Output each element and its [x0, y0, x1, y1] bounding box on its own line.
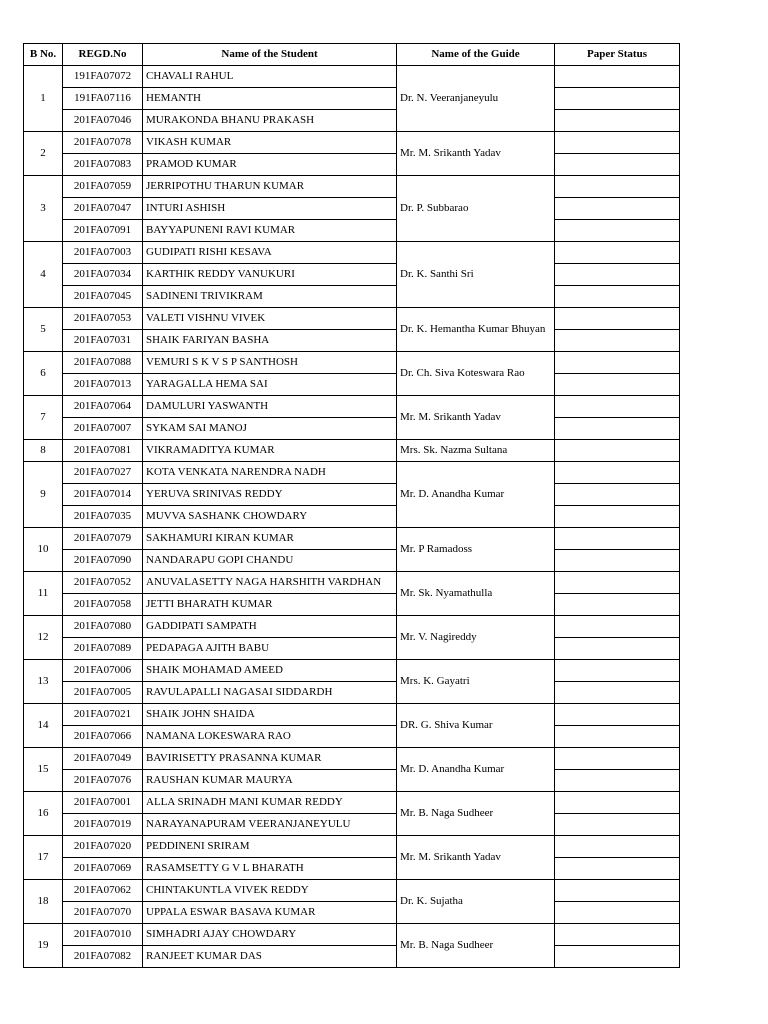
table-row — [24, 836, 680, 858]
batch-number: 2 — [24, 132, 63, 176]
guide-name: Mr. M. Srikanth Yadav — [397, 396, 555, 440]
batch-number: 11 — [24, 572, 63, 616]
table-body — [24, 66, 680, 968]
regd-number: 201FA07027 — [63, 462, 143, 484]
batch-number: 10 — [24, 528, 63, 572]
regd-number: 201FA07091 — [63, 220, 143, 242]
student-name: PEDDINENI SRIRAM — [143, 836, 397, 858]
guide-name: Mr. B. Naga Sudheer — [397, 924, 555, 968]
student-name: SHAIK FARIYAN BASHA — [143, 330, 397, 352]
guide-name: Mr. V. Nagireddy — [397, 616, 555, 660]
batch-number: 1 — [24, 66, 63, 132]
paper-status-cell[interactable] — [555, 308, 680, 330]
table-row — [24, 902, 680, 924]
regd-number: 201FA07019 — [63, 814, 143, 836]
guide-name: Mr. B. Naga Sudheer — [397, 792, 555, 836]
regd-number: 201FA07005 — [63, 682, 143, 704]
student-name: BAVIRISETTY PRASANNA KUMAR — [143, 748, 397, 770]
regd-number: 201FA07089 — [63, 638, 143, 660]
paper-status-cell[interactable] — [555, 330, 680, 352]
student-name: KOTA VENKATA NARENDRA NADH — [143, 462, 397, 484]
paper-status-cell[interactable] — [555, 682, 680, 704]
table-row — [24, 330, 680, 352]
guide-name: Mr. P Ramadoss — [397, 528, 555, 572]
paper-status-cell[interactable] — [555, 858, 680, 880]
paper-status-cell[interactable] — [555, 528, 680, 550]
student-name: ANUVALASETTY NAGA HARSHITH VARDHAN — [143, 572, 397, 594]
table-row — [24, 924, 680, 946]
paper-status-cell[interactable] — [555, 902, 680, 924]
paper-status-cell[interactable] — [555, 550, 680, 572]
table-row — [24, 374, 680, 396]
regd-number: 201FA07020 — [63, 836, 143, 858]
table-row — [24, 308, 680, 330]
table-row — [24, 132, 680, 154]
regd-number: 201FA07059 — [63, 176, 143, 198]
regd-number: 201FA07078 — [63, 132, 143, 154]
table-row — [24, 770, 680, 792]
regd-number: 201FA07034 — [63, 264, 143, 286]
student-name: SAKHAMURI KIRAN KUMAR — [143, 528, 397, 550]
header-bno: B No. — [24, 44, 63, 66]
batch-number: 16 — [24, 792, 63, 836]
table-row — [24, 286, 680, 308]
regd-number: 201FA07052 — [63, 572, 143, 594]
batch-number: 14 — [24, 704, 63, 748]
paper-status-cell[interactable] — [555, 726, 680, 748]
table-row — [24, 572, 680, 594]
table-row — [24, 616, 680, 638]
student-name: YERUVA SRINIVAS REDDY — [143, 484, 397, 506]
student-name: RAUSHAN KUMAR MAURYA — [143, 770, 397, 792]
regd-number: 201FA07083 — [63, 154, 143, 176]
regd-number: 201FA07070 — [63, 902, 143, 924]
table-row — [24, 198, 680, 220]
table-row — [24, 748, 680, 770]
header-status: Paper Status — [555, 44, 680, 66]
student-name: RASAMSETTY G V L BHARATH — [143, 858, 397, 880]
paper-status-cell[interactable] — [555, 616, 680, 638]
paper-status-cell[interactable] — [555, 836, 680, 858]
table-row — [24, 154, 680, 176]
regd-number: 201FA07053 — [63, 308, 143, 330]
paper-status-cell[interactable] — [555, 660, 680, 682]
student-name: DAMULURI YASWANTH — [143, 396, 397, 418]
table-row — [24, 396, 680, 418]
regd-number: 201FA07058 — [63, 594, 143, 616]
batch-number: 8 — [24, 440, 63, 462]
paper-status-cell[interactable] — [555, 638, 680, 660]
guide-name: Dr. K. Santhi Sri — [397, 242, 555, 308]
guide-name: Dr. K. Sujatha — [397, 880, 555, 924]
regd-number: 201FA07021 — [63, 704, 143, 726]
paper-status-cell[interactable] — [555, 132, 680, 154]
paper-status-cell[interactable] — [555, 220, 680, 242]
student-name: MUVVA SASHANK CHOWDARY — [143, 506, 397, 528]
table-row — [24, 506, 680, 528]
table-row — [24, 814, 680, 836]
paper-status-cell[interactable] — [555, 506, 680, 528]
paper-status-cell[interactable] — [555, 176, 680, 198]
student-name: INTURI ASHISH — [143, 198, 397, 220]
student-name: JERRIPOTHU THARUN KUMAR — [143, 176, 397, 198]
paper-status-cell[interactable] — [555, 770, 680, 792]
table-row — [24, 264, 680, 286]
paper-status-cell[interactable] — [555, 814, 680, 836]
regd-number: 191FA07072 — [63, 66, 143, 88]
table-row — [24, 88, 680, 110]
student-name: VIKASH KUMAR — [143, 132, 397, 154]
student-name: JETTI BHARATH KUMAR — [143, 594, 397, 616]
student-name: SHAIK JOHN SHAIDA — [143, 704, 397, 726]
regd-number: 201FA07082 — [63, 946, 143, 968]
header-student: Name of the Student — [143, 44, 397, 66]
header-row — [24, 44, 680, 66]
batch-number: 18 — [24, 880, 63, 924]
table-row — [24, 220, 680, 242]
guide-name: Mr. M. Srikanth Yadav — [397, 836, 555, 880]
regd-number: 201FA07081 — [63, 440, 143, 462]
table-row — [24, 594, 680, 616]
table-row — [24, 660, 680, 682]
student-name: GUDIPATI RISHI KESAVA — [143, 242, 397, 264]
batch-number: 9 — [24, 462, 63, 528]
guide-name: Dr. K. Hemantha Kumar Bhuyan — [397, 308, 555, 352]
table-row — [24, 110, 680, 132]
paper-status-cell[interactable] — [555, 396, 680, 418]
student-name: PEDAPAGA AJITH BABU — [143, 638, 397, 660]
student-name: SHAIK MOHAMAD AMEED — [143, 660, 397, 682]
student-name: YARAGALLA HEMA SAI — [143, 374, 397, 396]
batch-number: 3 — [24, 176, 63, 242]
guide-name: Mr. D. Anandha Kumar — [397, 748, 555, 792]
student-name: ALLA SRINADH MANI KUMAR REDDY — [143, 792, 397, 814]
guide-name: Mrs. K. Gayatri — [397, 660, 555, 704]
regd-number: 191FA07116 — [63, 88, 143, 110]
regd-number: 201FA07066 — [63, 726, 143, 748]
student-name: UPPALA ESWAR BASAVA KUMAR — [143, 902, 397, 924]
student-name: BAYYAPUNENI RAVI KUMAR — [143, 220, 397, 242]
paper-status-cell[interactable] — [555, 594, 680, 616]
table-row — [24, 550, 680, 572]
table-row — [24, 176, 680, 198]
table-row — [24, 440, 680, 462]
table-row — [24, 66, 680, 88]
regd-number: 201FA07047 — [63, 198, 143, 220]
batch-number: 15 — [24, 748, 63, 792]
paper-status-cell[interactable] — [555, 418, 680, 440]
paper-status-cell[interactable] — [555, 704, 680, 726]
student-name: KARTHIK REDDY VANUKURI — [143, 264, 397, 286]
batch-number: 13 — [24, 660, 63, 704]
regd-number: 201FA07080 — [63, 616, 143, 638]
paper-status-cell[interactable] — [555, 242, 680, 264]
student-name: VEMURI S K V S P SANTHOSH — [143, 352, 397, 374]
table-row — [24, 352, 680, 374]
regd-number: 201FA07045 — [63, 286, 143, 308]
paper-status-cell[interactable] — [555, 440, 680, 462]
paper-status-cell[interactable] — [555, 572, 680, 594]
student-name: VALETI VISHNU VIVEK — [143, 308, 397, 330]
regd-number: 201FA07064 — [63, 396, 143, 418]
student-name: SADINENI TRIVIKRAM — [143, 286, 397, 308]
table-row — [24, 462, 680, 484]
table-row — [24, 726, 680, 748]
batch-number: 6 — [24, 352, 63, 396]
paper-status-cell[interactable] — [555, 198, 680, 220]
paper-status-cell[interactable] — [555, 748, 680, 770]
guide-name: Dr. Ch. Siva Koteswara Rao — [397, 352, 555, 396]
student-name: VIKRAMADITYA KUMAR — [143, 440, 397, 462]
regd-number: 201FA07035 — [63, 506, 143, 528]
batch-number: 7 — [24, 396, 63, 440]
student-name: PRAMOD KUMAR — [143, 154, 397, 176]
student-name: RANJEET KUMAR DAS — [143, 946, 397, 968]
student-name: GADDIPATI SAMPATH — [143, 616, 397, 638]
batch-number: 5 — [24, 308, 63, 352]
student-name: SYKAM SAI MANOJ — [143, 418, 397, 440]
batch-number: 19 — [24, 924, 63, 968]
regd-number: 201FA07007 — [63, 418, 143, 440]
header-regd: REGD.No — [63, 44, 143, 66]
paper-status-cell[interactable] — [555, 924, 680, 946]
paper-status-cell[interactable] — [555, 110, 680, 132]
regd-number: 201FA07076 — [63, 770, 143, 792]
regd-number: 201FA07013 — [63, 374, 143, 396]
regd-number: 201FA07003 — [63, 242, 143, 264]
guide-name: Mr. D. Anandha Kumar — [397, 462, 555, 528]
paper-status-cell[interactable] — [555, 352, 680, 374]
table-row — [24, 792, 680, 814]
regd-number: 201FA07049 — [63, 748, 143, 770]
regd-number: 201FA07010 — [63, 924, 143, 946]
paper-status-cell[interactable] — [555, 374, 680, 396]
student-name: NARAYANAPURAM VEERANJANEYULU — [143, 814, 397, 836]
table-row — [24, 418, 680, 440]
table-row — [24, 880, 680, 902]
guide-name: Mrs. Sk. Nazma Sultana — [397, 440, 555, 462]
guide-name: Mr. M. Srikanth Yadav — [397, 132, 555, 176]
paper-status-cell[interactable] — [555, 154, 680, 176]
paper-status-cell[interactable] — [555, 880, 680, 902]
batch-number: 4 — [24, 242, 63, 308]
regd-number: 201FA07031 — [63, 330, 143, 352]
table-row — [24, 528, 680, 550]
batch-number: 17 — [24, 836, 63, 880]
regd-number: 201FA07088 — [63, 352, 143, 374]
paper-status-cell[interactable] — [555, 286, 680, 308]
guide-name: Dr. P. Subbarao — [397, 176, 555, 242]
table-row — [24, 682, 680, 704]
table-row — [24, 638, 680, 660]
table-row — [24, 242, 680, 264]
regd-number: 201FA07090 — [63, 550, 143, 572]
batch-table — [23, 43, 680, 968]
regd-number: 201FA07069 — [63, 858, 143, 880]
student-name: HEMANTH — [143, 88, 397, 110]
paper-status-cell[interactable] — [555, 88, 680, 110]
regd-number: 201FA07014 — [63, 484, 143, 506]
regd-number: 201FA07062 — [63, 880, 143, 902]
paper-status-cell[interactable] — [555, 66, 680, 88]
table-row — [24, 858, 680, 880]
paper-status-cell[interactable] — [555, 792, 680, 814]
student-name: SIMHADRI AJAY CHOWDARY — [143, 924, 397, 946]
paper-status-cell[interactable] — [555, 462, 680, 484]
table-row — [24, 484, 680, 506]
header-guide: Name of the Guide — [397, 44, 555, 66]
paper-status-cell[interactable] — [555, 484, 680, 506]
student-name: NANDARAPU GOPI CHANDU — [143, 550, 397, 572]
student-name: NAMANA LOKESWARA RAO — [143, 726, 397, 748]
guide-name: Dr. N. Veeranjaneyulu — [397, 66, 555, 132]
table-row — [24, 946, 680, 968]
paper-status-cell[interactable] — [555, 264, 680, 286]
student-name: CHINTAKUNTLA VIVEK REDDY — [143, 880, 397, 902]
regd-number: 201FA07079 — [63, 528, 143, 550]
paper-status-cell[interactable] — [555, 946, 680, 968]
regd-number: 201FA07046 — [63, 110, 143, 132]
regd-number: 201FA07006 — [63, 660, 143, 682]
student-name: CHAVALI RAHUL — [143, 66, 397, 88]
table-row — [24, 704, 680, 726]
student-name: RAVULAPALLI NAGASAI SIDDARDH — [143, 682, 397, 704]
student-name: MURAKONDA BHANU PRAKASH — [143, 110, 397, 132]
batch-number: 12 — [24, 616, 63, 660]
regd-number: 201FA07001 — [63, 792, 143, 814]
guide-name: DR. G. Shiva Kumar — [397, 704, 555, 748]
guide-name: Mr. Sk. Nyamathulla — [397, 572, 555, 616]
